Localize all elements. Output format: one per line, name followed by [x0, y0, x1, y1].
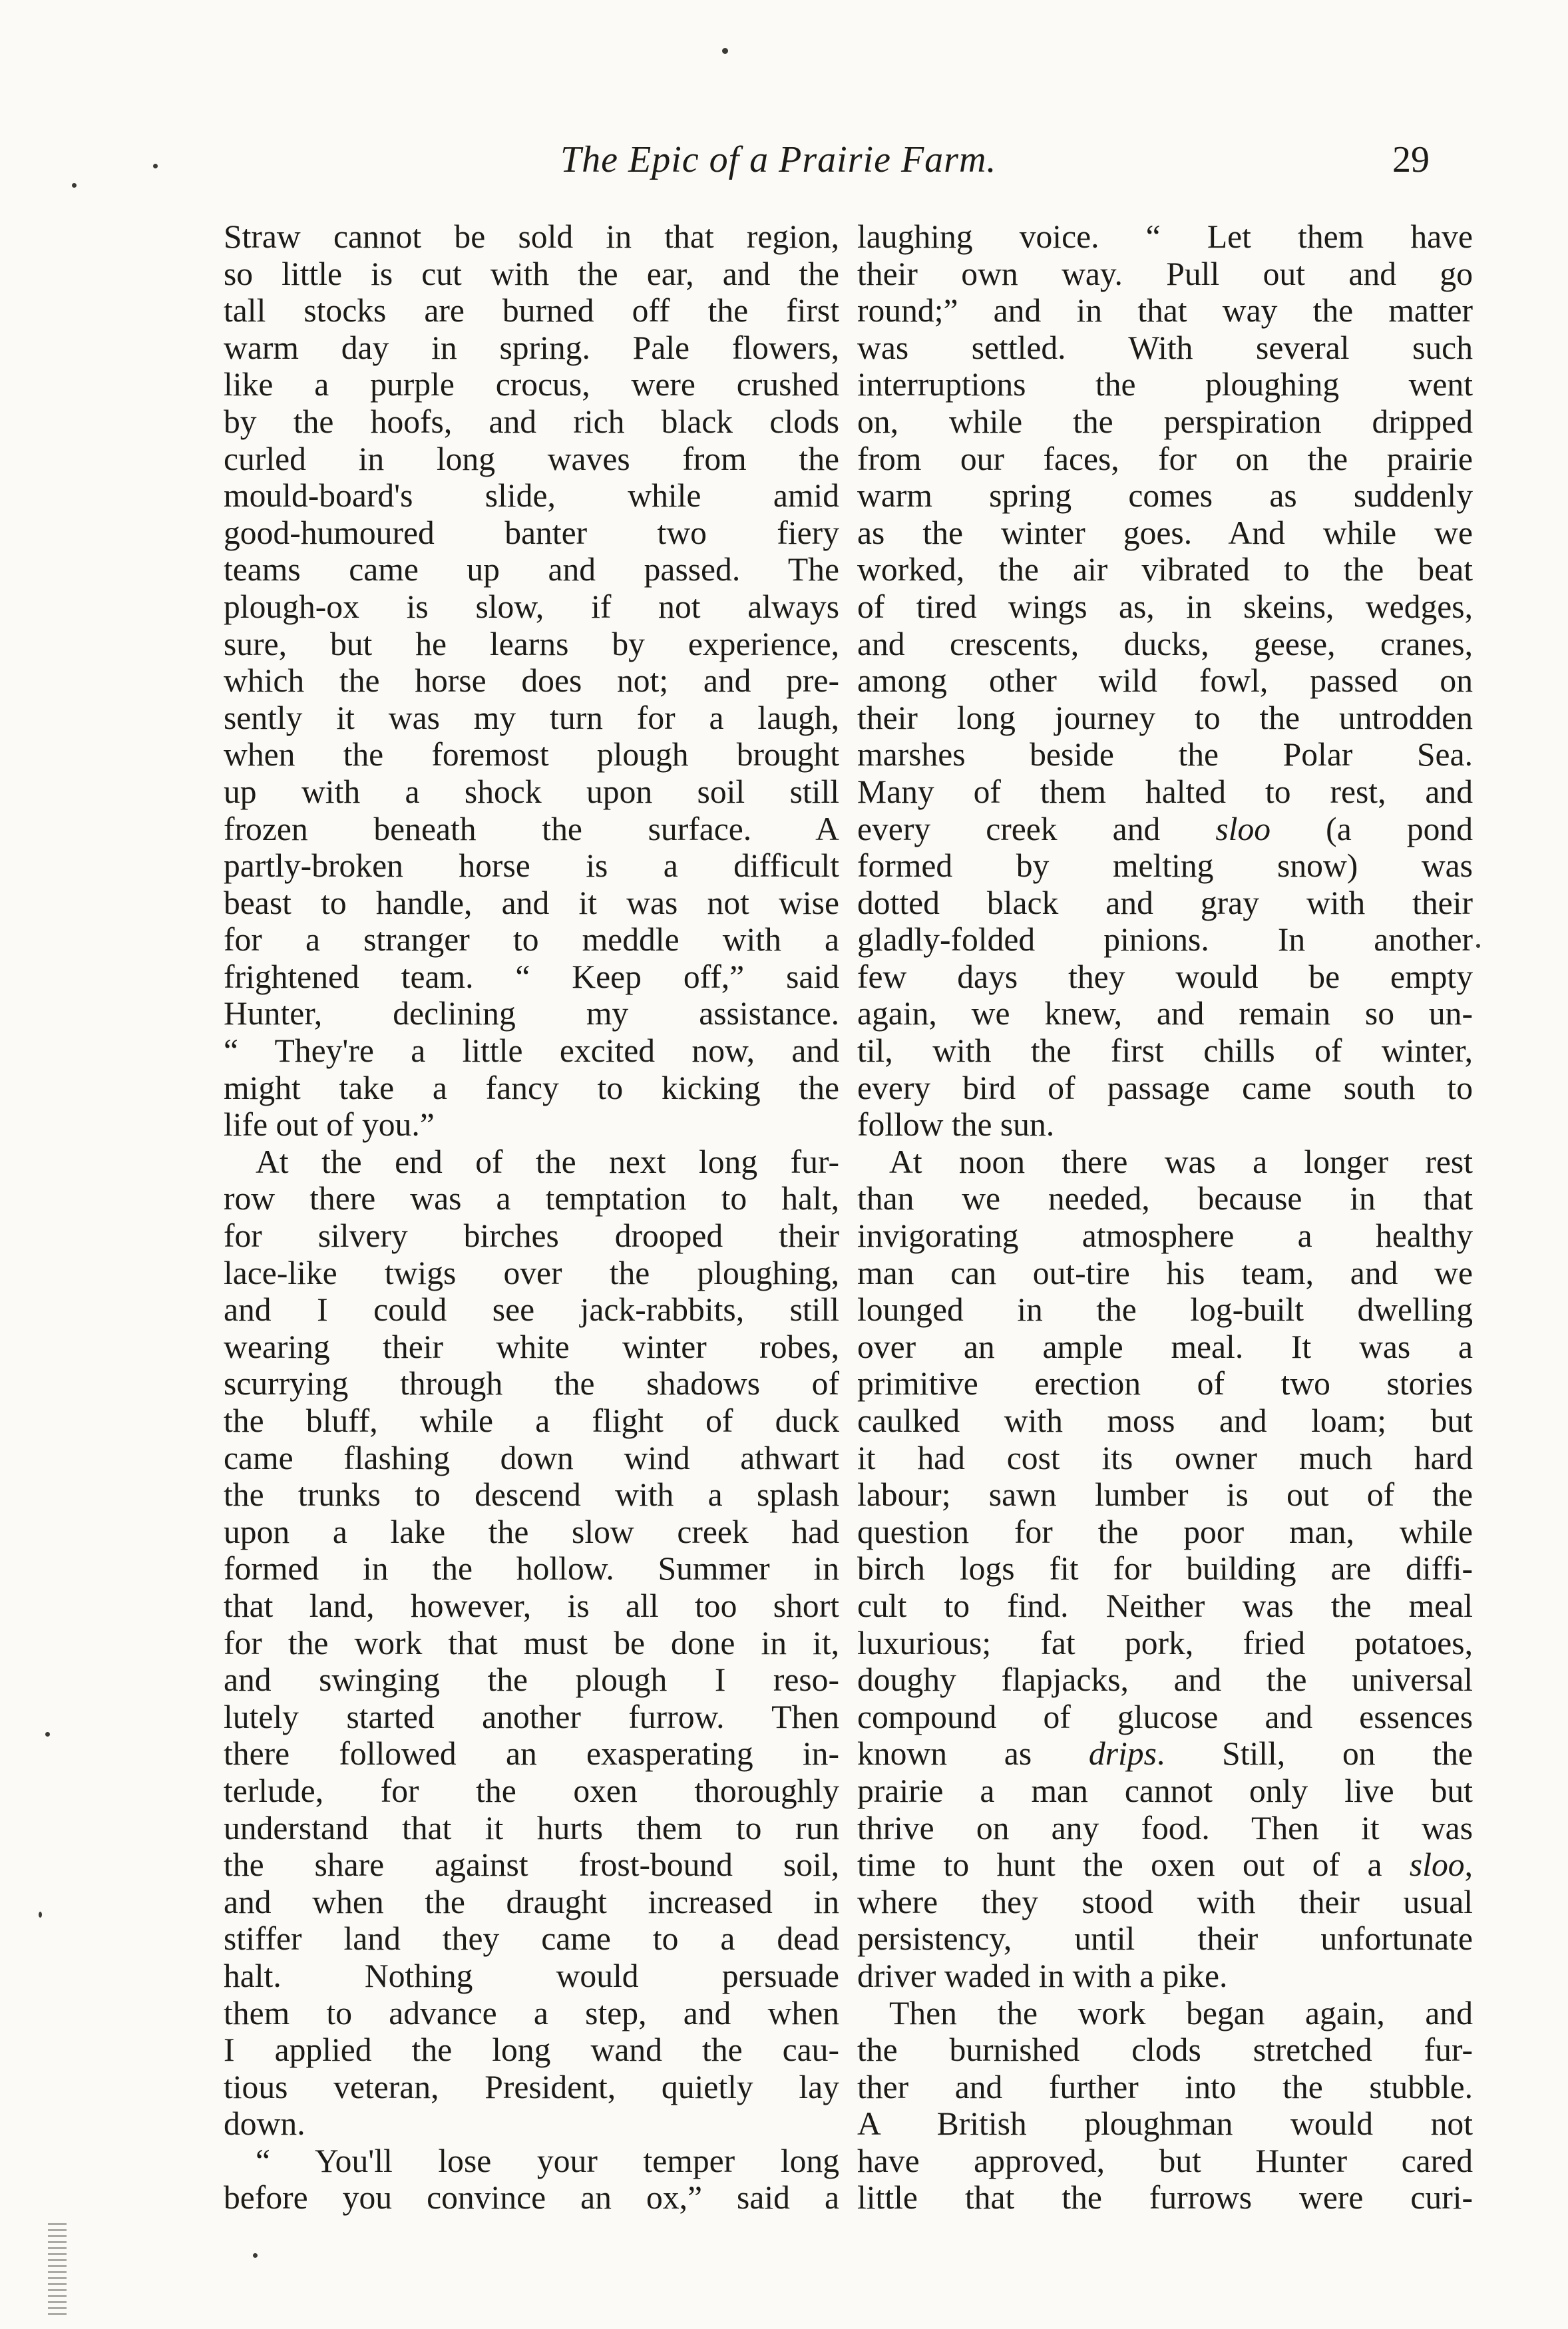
text-line: might take a fancy to kicking the: [224, 1069, 839, 1106]
scan-speck: [1476, 944, 1480, 948]
text-line: tious veteran, President, quietly lay: [224, 2068, 839, 2105]
binding-edge-mark: [48, 2223, 67, 2316]
text-line: than we needed, because in that: [857, 1180, 1473, 1217]
text-line: understand that it hurts them to run: [224, 1809, 839, 1846]
scan-speck: [722, 48, 728, 54]
text-line: ther and further into the stubble.: [857, 2068, 1473, 2105]
text-line: came flashing down wind athwart: [224, 1439, 839, 1476]
text-line: interruptions the ploughing went: [857, 366, 1473, 403]
text-line: beast to handle, and it was not wise: [224, 884, 839, 921]
text-line: thrive on any food. Then it was: [857, 1809, 1473, 1846]
text-line: Hunter, declining my assistance.: [224, 995, 839, 1032]
text-line: upon a lake the slow creek had: [224, 1513, 839, 1550]
text-line: At the end of the next long fur-: [256, 1143, 839, 1180]
text-line: lutely started another furrow. Then: [224, 1698, 839, 1735]
text-line: labour; sawn lumber is out of the: [857, 1476, 1473, 1514]
text-line: for the work that must be done in it,: [224, 1624, 839, 1661]
scan-speck: [39, 1912, 42, 1918]
text-line: curled in long waves from the: [224, 440, 839, 477]
text-line: up with a shock upon soil still: [224, 773, 839, 810]
text-line: cult to find. Neither was the meal: [857, 1587, 1473, 1624]
text-line: primitive erection of two stories: [857, 1365, 1473, 1402]
text-line: their own way. Pull out and go: [857, 255, 1473, 292]
text-line: follow the sun.: [857, 1106, 1055, 1144]
text-line: few days they would be empty: [857, 958, 1473, 995]
text-line: invigorating atmosphere a healthy: [857, 1217, 1473, 1255]
text-line: warm spring comes as suddenly: [857, 477, 1473, 515]
text-line: formed by melting snow) was: [857, 847, 1473, 885]
text-line: “ They're a little excited now, and: [224, 1032, 839, 1070]
text-line: them to advance a step, and when: [224, 1994, 839, 2031]
text-line: plough-ox is slow, if not always: [224, 588, 839, 625]
text-line: and crescents, ducks, geese, cranes,: [857, 625, 1473, 662]
text-line: “ You'll lose your temper long: [256, 2142, 839, 2179]
text-line: among other wild fowl, passed on: [857, 662, 1473, 700]
text-line: birch logs fit for building are diffi-: [857, 1550, 1473, 1588]
text-line: stiffer land they came to a dead: [224, 1920, 839, 1958]
text-line: laughing voice. “ Let them have: [857, 218, 1473, 255]
text-line: over an ample meal. It was a: [857, 1328, 1473, 1365]
text-line: I applied the long wand the cau-: [224, 2031, 839, 2069]
text-line: gladly-folded pinions. In another: [857, 921, 1473, 958]
text-line: like a purple crocus, were crushed: [224, 366, 839, 403]
text-line: their long journey to the untrodden: [857, 699, 1473, 736]
text-line: again, we knew, and remain so un-: [857, 995, 1473, 1032]
text-line: tall stocks are burned off the first: [224, 292, 839, 329]
text-line: scurrying through the shadows of: [224, 1365, 839, 1402]
text-line: prairie a man cannot only live but: [857, 1772, 1473, 1809]
text-line: lace-like twigs over the ploughing,: [224, 1254, 839, 1291]
text-line: warm day in spring. Pale flowers,: [224, 329, 839, 366]
text-line: it had cost its owner much hard: [857, 1439, 1473, 1476]
text-line: from our faces, for on the prairie: [857, 440, 1473, 477]
text-line: frozen beneath the surface. A: [224, 810, 839, 847]
text-line: time to hunt the oxen out of a sloo,: [857, 1846, 1473, 1884]
text-line: which the horse does not; and pre-: [224, 662, 839, 700]
left-text-column: [224, 218, 839, 2217]
text-line: that land, however, is all too short: [224, 1587, 839, 1624]
text-line: driver waded in with a pike.: [857, 1957, 1228, 1994]
text-line: every bird of passage came south to: [857, 1069, 1473, 1106]
text-line: as the winter goes. And while we: [857, 514, 1473, 551]
text-line: marshes beside the Polar Sea.: [857, 736, 1473, 773]
scan-speck: [72, 183, 77, 188]
text-line: and swinging the plough I reso-: [224, 1661, 839, 1699]
text-line: the bluff, while a flight of duck: [224, 1402, 839, 1439]
running-title: The Epic of a Prairie Farm.: [560, 139, 997, 180]
text-line: Then the work began again, and: [889, 1994, 1473, 2031]
text-line: Many of them halted to rest, and: [857, 773, 1473, 810]
text-line: where they stood with their usual: [857, 1883, 1473, 1920]
scan-speck: [153, 164, 158, 168]
running-head: [200, 138, 1464, 192]
text-line: man can out-tire his team, and we: [857, 1254, 1473, 1291]
text-line: have approved, but Hunter cared: [857, 2142, 1473, 2179]
text-line: doughy flapjacks, and the universal: [857, 1661, 1473, 1699]
text-line: til, with the first chills of winter,: [857, 1032, 1473, 1070]
text-line: formed in the hollow. Summer in: [224, 1550, 839, 1588]
text-line: for a stranger to meddle with a: [224, 921, 839, 958]
text-line: caulked with moss and loam; but: [857, 1402, 1473, 1439]
text-line: by the hoofs, and rich black clods: [224, 403, 839, 440]
text-line: compound of glucose and essences: [857, 1698, 1473, 1735]
text-line: good-humoured banter two fiery: [224, 514, 839, 551]
text-line: halt. Nothing would persuade: [224, 1957, 839, 1994]
text-line: of tired wings as, in skeins, wedges,: [857, 588, 1473, 625]
text-line: terlude, for the oxen thoroughly: [224, 1772, 839, 1809]
text-line: there followed an exasperating in-: [224, 1735, 839, 1773]
text-line: frightened team. “ Keep off,” said: [224, 958, 839, 995]
text-line: question for the poor man, while: [857, 1513, 1473, 1550]
scan-speck: [253, 2253, 258, 2258]
right-text-column: [857, 218, 1473, 2217]
text-line: so little is cut with the ear, and the: [224, 255, 839, 292]
text-line: wearing their white winter robes,: [224, 1328, 839, 1365]
text-line: sure, but he learns by experience,: [224, 625, 839, 662]
text-line: dotted black and gray with their: [857, 884, 1473, 921]
text-line: down.: [224, 2105, 305, 2143]
text-line: round;” and in that way the matter: [857, 292, 1473, 329]
text-line: every creek and sloo (a pond: [857, 810, 1473, 847]
text-line: known as drips. Still, on the: [857, 1735, 1473, 1773]
text-line: for silvery birches drooped their: [224, 1217, 839, 1255]
text-line: before you convince an ox,” said a: [224, 2179, 839, 2217]
text-line: partly-broken horse is a difficult: [224, 847, 839, 885]
text-line: the share against frost-bound soil,: [224, 1846, 839, 1884]
text-line: persistency, until their unfortunate: [857, 1920, 1473, 1958]
page-number: 29: [1392, 139, 1430, 180]
text-line: A British ploughman would not: [857, 2105, 1473, 2143]
text-line: was settled. With several such: [857, 329, 1473, 366]
text-line: At noon there was a longer rest: [889, 1143, 1473, 1180]
text-line: worked, the air vibrated to the beat: [857, 551, 1473, 588]
text-line: luxurious; fat pork, fried potatoes,: [857, 1624, 1473, 1661]
text-line: and when the draught increased in: [224, 1883, 839, 1920]
text-line: sently it was my turn for a laugh,: [224, 699, 839, 736]
text-line: Straw cannot be sold in that region,: [224, 218, 839, 255]
scan-speck: [45, 1732, 50, 1737]
text-line: and I could see jack-rabbits, still: [224, 1291, 839, 1329]
text-line: the trunks to descend with a splash: [224, 1476, 839, 1514]
text-line: when the foremost plough brought: [224, 736, 839, 773]
text-line: the burnished clods stretched fur-: [857, 2031, 1473, 2069]
text-line: lounged in the log-built dwelling: [857, 1291, 1473, 1329]
text-line: row there was a temptation to halt,: [224, 1180, 839, 1217]
text-line: life out of you.”: [224, 1106, 435, 1144]
text-line: mould-board's slide, while amid: [224, 477, 839, 515]
text-line: on, while the perspiration dripped: [857, 403, 1473, 440]
text-line: teams came up and passed. The: [224, 551, 839, 588]
text-line: little that the furrows were curi-: [857, 2179, 1473, 2217]
